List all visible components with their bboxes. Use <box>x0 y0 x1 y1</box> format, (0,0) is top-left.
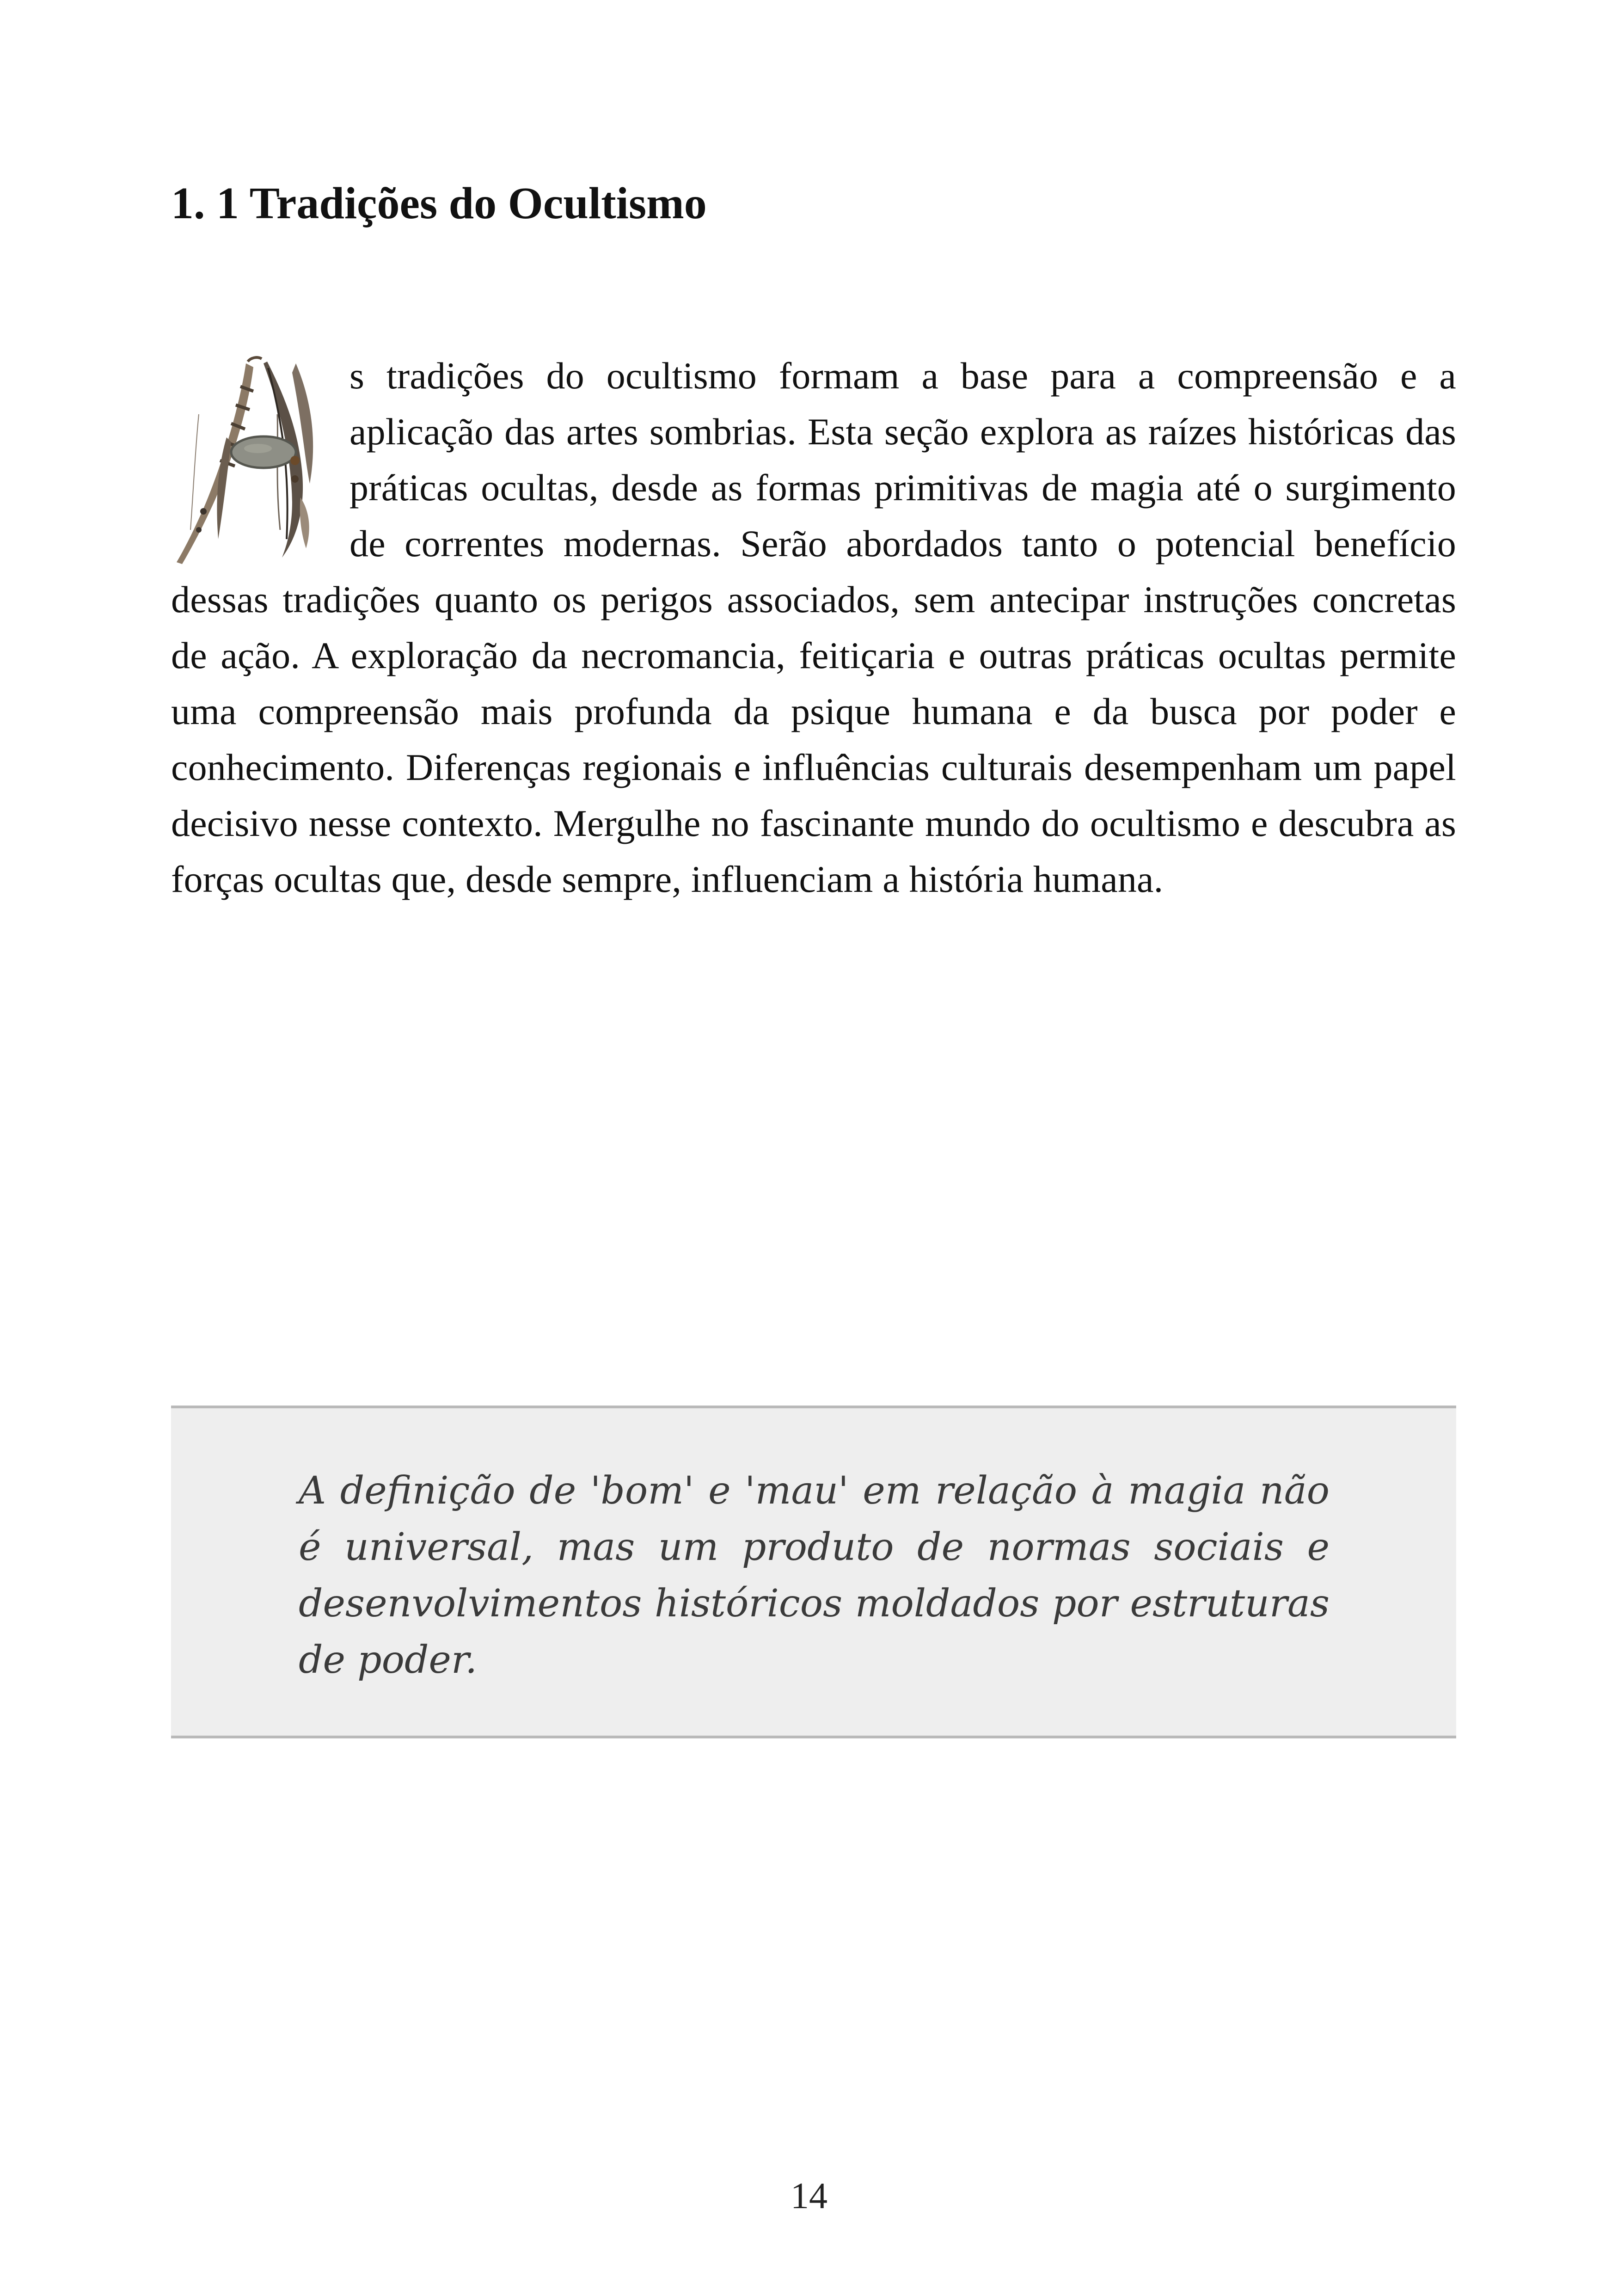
intro-paragraph-text: s tradições do ocultismo formam a base para a compreensão e a aplicação das artes sombrias. Esta seção explora as raízes históricas das práticas ocultas, desde as formas primitivas de magia até o surgimento de correntes modernas. Serão abordados tanto o potencial benefício dessas tradições quanto os perigos associados, sem antecipar instruções concretas de ação. A exploração da necromancia, feitiçaria e outras práticas ocultas permite uma compreensão mais profunda da psique humana e da busca por poder e conhecimento. Diferenças regionais e influências culturais desempenham um papel decisivo nesse contexto. Mergulhe no fascinante mundo do ocultismo e descubra as forças ocultas que, desde sempre, influenciam a história humana. <box>171 355 1456 900</box>
drop-cap-illustration <box>171 345 346 569</box>
callout-quote: A definição de 'bom' e 'mau' em relação à magia não é universal, mas um produto de normas sociais e desenvolvimentos históricos moldados por estruturas de poder. <box>299 1469 1330 1682</box>
intro-paragraph <box>171 348 1456 907</box>
page-number: 14 <box>791 2176 827 2216</box>
callout-box <box>171 1406 1456 1738</box>
section-heading: 1. 1 Tradições do Ocultismo <box>171 178 707 228</box>
